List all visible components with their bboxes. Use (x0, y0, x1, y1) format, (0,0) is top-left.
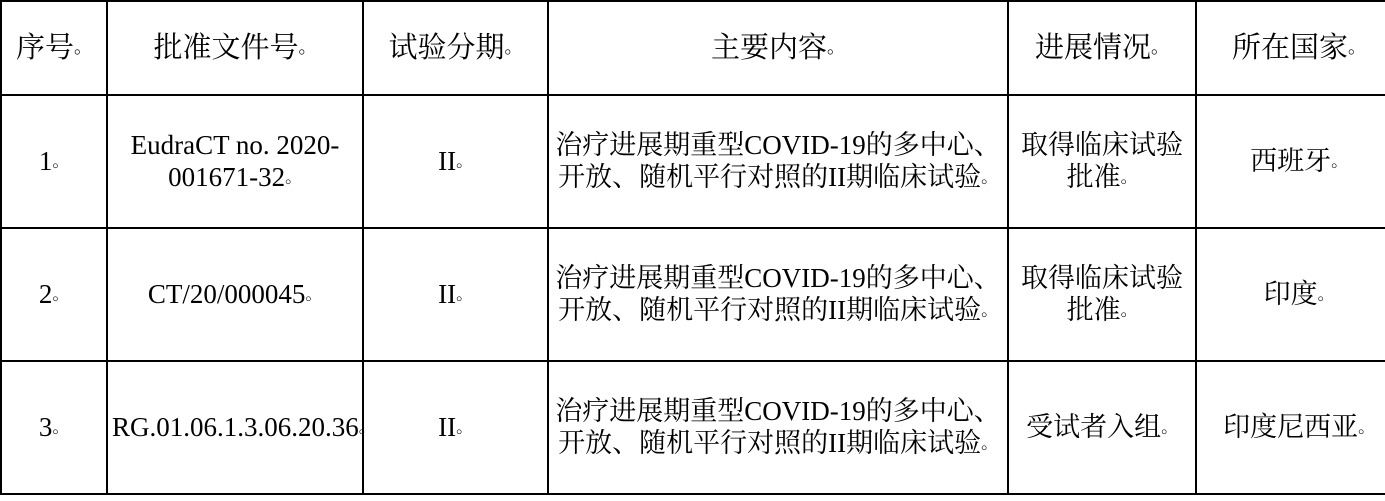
cell-seq: 2。 (1, 228, 107, 361)
table-header (1, 1, 1385, 95)
column-header-progress: 进展情况。 (1008, 1, 1196, 95)
column-header-country: 所在国家。 (1196, 1, 1385, 95)
table-header-row (1, 1, 1385, 95)
cell-seq: 3。 (1, 361, 107, 494)
cell-country: 印度。 (1196, 228, 1385, 361)
cell-doc-no: RG.01.06.1.3.06.20.36。 (107, 361, 363, 494)
cell-progress: 受试者入组。 (1008, 361, 1196, 494)
trailing-mark: 。 (456, 283, 473, 303)
trailing-mark: 。 (1331, 150, 1348, 170)
trailing-mark: 。 (1161, 416, 1178, 436)
table-row (1, 95, 1385, 228)
trailing-mark: 。 (504, 36, 523, 57)
cell-country: 西班牙。 (1196, 95, 1385, 228)
trailing-mark: 。 (1120, 166, 1138, 186)
trailing-mark: 。 (305, 283, 323, 303)
table-body (1, 95, 1385, 494)
trailing-mark: 。 (981, 299, 998, 319)
trailing-mark: 。 (285, 166, 302, 186)
trailing-mark: 。 (298, 36, 317, 57)
trailing-mark: 。 (456, 416, 473, 436)
column-header-seq: 序号。 (1, 1, 107, 95)
table-row (1, 361, 1385, 494)
cell-country: 印度尼西亚。 (1196, 361, 1385, 494)
trailing-mark: 。 (981, 166, 998, 186)
trailing-mark: 。 (827, 36, 845, 57)
cell-progress: 取得临床试验批准。 (1008, 228, 1196, 361)
trailing-mark: 。 (1317, 283, 1335, 303)
trailing-mark: 。 (1358, 416, 1375, 436)
trailing-mark: 。 (1348, 36, 1366, 57)
cell-phase: II。 (363, 95, 548, 228)
trailing-mark: 。 (52, 416, 70, 436)
trailing-mark: 。 (52, 150, 70, 170)
cell-doc-no: CT/20/000045。 (107, 228, 363, 361)
cell-seq: 1。 (1, 95, 107, 228)
cell-doc-no: EudraCT no. 2020-001671-32。 (107, 95, 363, 228)
cell-phase: II。 (363, 361, 548, 494)
cell-content: 治疗进展期重型COVID-19的多中心、开放、随机平行对照的II期临床试验。 (548, 95, 1008, 228)
trailing-mark: 。 (981, 432, 998, 452)
trailing-mark: 。 (74, 36, 92, 57)
trailing-mark: 。 (358, 416, 376, 436)
cell-phase: II。 (363, 228, 548, 361)
cell-content: 治疗进展期重型COVID-19的多中心、开放、随机平行对照的II期临床试验。 (548, 361, 1008, 494)
trailing-mark: 。 (1120, 299, 1138, 319)
column-header-content: 主要内容。 (548, 1, 1008, 95)
cell-content: 治疗进展期重型COVID-19的多中心、开放、随机平行对照的II期临床试验。 (548, 228, 1008, 361)
column-header-doc-no: 批准文件号。 (107, 1, 363, 95)
cell-progress: 取得临床试验批准。 (1008, 95, 1196, 228)
trailing-mark: 。 (456, 150, 473, 170)
trailing-mark: 。 (1151, 36, 1169, 57)
trailing-mark: 。 (52, 283, 70, 303)
table-row (1, 228, 1385, 361)
column-header-phase: 试验分期。 (363, 1, 548, 95)
